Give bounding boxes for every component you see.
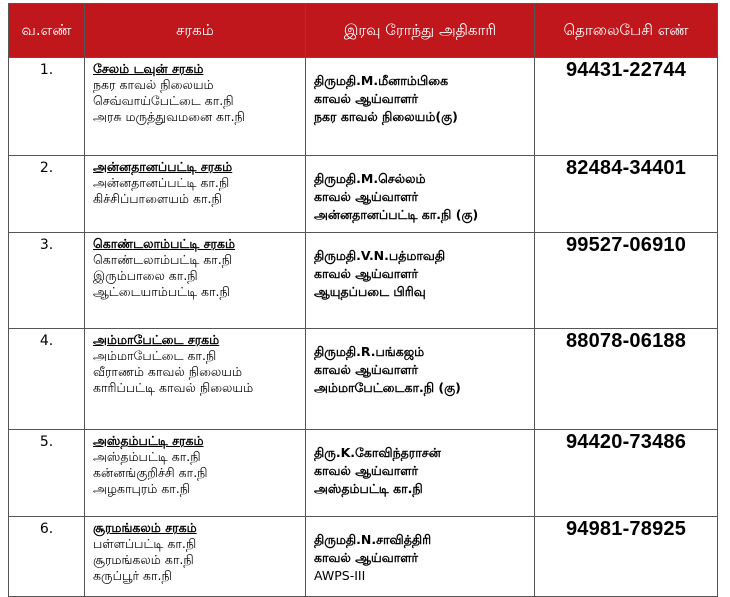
serial-number: 2. <box>9 156 85 233</box>
table-row <box>9 430 718 517</box>
area-title: அம்மாபேட்டை சரகம் <box>93 332 220 347</box>
header-row <box>9 4 718 58</box>
area-cell <box>85 517 306 597</box>
header-officer: இரவு ரோந்து அதிகாரி <box>306 4 535 58</box>
phone-number: 88078-06188 <box>535 329 718 430</box>
table-row <box>9 233 718 329</box>
table-row <box>9 156 718 233</box>
officer-name: திரு.K.கோவிந்தராசன் <box>314 445 441 460</box>
officer-unit: அன்னதானப்பட்டி கா.நி (கு) <box>314 207 479 222</box>
officer-unit: அஸ்தம்பட்டி கா.நி <box>314 481 423 496</box>
phone-number: 94431-22744 <box>535 58 718 156</box>
officer-cell <box>306 329 535 430</box>
area-cell <box>85 430 306 517</box>
area-station: கொண்டலாம்பட்டி கா.நி <box>93 252 233 267</box>
officer-rank: காவல் ஆய்வாளர் <box>314 463 419 478</box>
area-station: அம்மாபேட்டை கா.நி <box>93 348 217 363</box>
area-station: வீராணம் காவல் நிலையம் <box>93 364 243 379</box>
officer-name: திருமதி.V.N.பத்மாவதி <box>314 248 446 263</box>
officer-rank: காவல் ஆய்வாளர் <box>314 550 419 565</box>
officer-name: திருமதி.M.மீனாம்பிகை <box>314 73 449 88</box>
officer-cell <box>306 58 535 156</box>
area-title: அன்னதானப்பட்டி சரகம் <box>93 159 233 174</box>
phone-number: 94981-78925 <box>535 517 718 597</box>
header-phone: தொலைபேசி எண் <box>535 4 718 58</box>
table-row <box>9 58 718 156</box>
area-station: பள்ளப்பட்டி கா.நி <box>93 536 197 551</box>
officer-rank: காவல் ஆய்வாளர் <box>314 362 419 377</box>
area-station: அஸ்தம்பட்டி கா.நி <box>93 449 201 464</box>
header-sno: வ.எண் <box>9 4 85 58</box>
area-cell <box>85 233 306 329</box>
night-patrol-table <box>8 3 718 597</box>
officer-rank: காவல் ஆய்வாளர் <box>314 189 419 204</box>
serial-number: 3. <box>9 233 85 329</box>
officer-cell <box>306 233 535 329</box>
area-title: சேலம் டவுன் சரகம் <box>93 61 204 76</box>
officer-name: திருமதி.N.சாவித்திரி <box>314 532 432 547</box>
serial-number: 1. <box>9 58 85 156</box>
area-cell <box>85 58 306 156</box>
officer-name: திருமதி.M.செல்லம் <box>314 171 426 186</box>
area-station: நகர காவல் நிலையம் <box>93 77 214 92</box>
area-title: சூரமங்கலம் சரகம் <box>93 520 197 535</box>
header-area: சரகம் <box>85 4 306 58</box>
serial-number: 6. <box>9 517 85 597</box>
area-station: காரிப்பட்டி காவல் நிலையம் <box>93 380 254 395</box>
officer-unit: AWPS-III <box>314 568 366 583</box>
officer-rank: காவல் ஆய்வாளர் <box>314 266 419 281</box>
table-row <box>9 517 718 597</box>
area-station: அன்னதானப்பட்டி கா.நி <box>93 175 230 190</box>
table-row <box>9 329 718 430</box>
area-station: சூரமங்கலம் கா.நி <box>93 552 194 567</box>
area-title: கொண்டலாம்பட்டி சரகம் <box>93 236 236 251</box>
area-station: அழகாபுரம் கா.நி <box>93 481 191 496</box>
serial-number: 4. <box>9 329 85 430</box>
officer-unit: ஆயுதப்படை பிரிவு <box>314 284 426 299</box>
area-station: செவ்வாய்பேட்டை கா.நி <box>93 93 234 108</box>
phone-number: 82484-34401 <box>535 156 718 233</box>
area-cell <box>85 156 306 233</box>
officer-cell <box>306 156 535 233</box>
area-station: இரும்பாலை கா.நி <box>93 268 198 283</box>
area-station: கிச்சிப்பாளையம் கா.நி <box>93 191 222 206</box>
area-station: அரசு மருத்துவமனை கா.நி <box>93 109 245 124</box>
area-title: அஸ்தம்பட்டி சரகம் <box>93 433 204 448</box>
phone-number: 94420-73486 <box>535 430 718 517</box>
area-cell <box>85 329 306 430</box>
serial-number: 5. <box>9 430 85 517</box>
officer-name: திருமதி.R.பங்கஜம் <box>314 344 425 359</box>
officer-rank: காவல் ஆய்வாளர் <box>314 91 419 106</box>
area-station: கருப்பூர் கா.நி <box>93 568 172 583</box>
phone-number: 99527-06910 <box>535 233 718 329</box>
area-station: ஆட்டையாம்பட்டி கா.நி <box>93 284 230 299</box>
officer-unit: அம்மாபேட்டைகா.நி (கு) <box>314 380 461 395</box>
officer-cell <box>306 430 535 517</box>
area-station: கன்னங்குறிச்சி கா.நி <box>93 465 208 480</box>
officer-cell <box>306 517 535 597</box>
officer-unit: நகர காவல் நிலையம்(கு) <box>314 109 458 124</box>
